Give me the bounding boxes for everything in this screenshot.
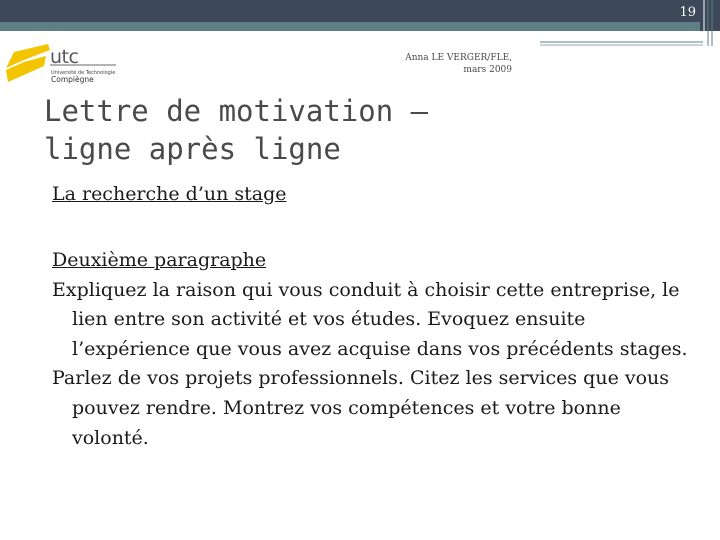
slide-subtitle: La recherche d’un stage — [52, 183, 287, 205]
slide-title — [44, 92, 464, 168]
slide-title-line1: Lettre de motivation – — [44, 94, 429, 128]
slide-number: 19 — [679, 5, 696, 20]
section-heading: Deuxième paragraphe — [52, 249, 267, 271]
logo-tagline: Université de Technologie — [51, 70, 116, 76]
body-paragraph: Expliquez la raison qui vous conduit à choisir cette entreprise, le lien entre son activité et vos études. Evoquez ensuite l’expérience que vous avez acquise dans vos précédents stages. — [52, 278, 688, 360]
author-credit — [405, 52, 512, 76]
author-name: Anna LE VERGER/FLE, — [405, 53, 512, 63]
slide-title-line2: ligne après ligne — [44, 132, 341, 166]
body-paragraph: Parlez de vos projets professionnels. Citez les services que vous pouvez rendre. Montrez vos compétences et votre bonne volonté. — [52, 367, 670, 449]
author-date: mars 2009 — [463, 65, 512, 75]
logo-city: Compiègne — [51, 75, 94, 84]
slide-body — [52, 246, 692, 453]
logo-wordmark: utc — [50, 46, 79, 68]
